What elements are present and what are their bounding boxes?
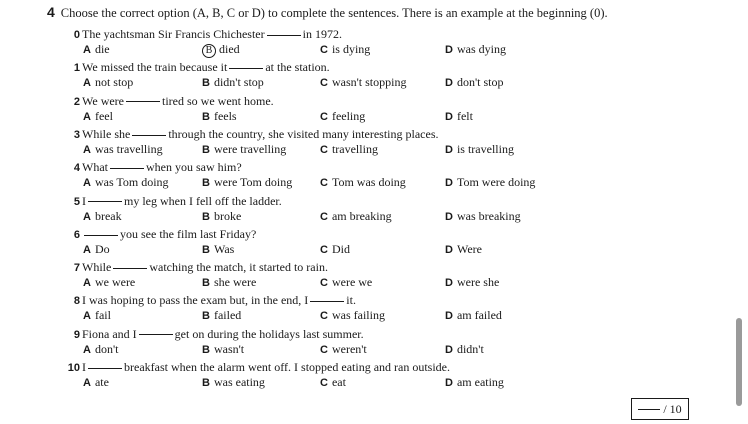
question-text-start: What [82,160,108,175]
score-total: / 10 [663,401,682,416]
option-text: Did [331,241,350,256]
option-text: is travelling [456,141,514,156]
option-letter: C [320,210,328,223]
option-letter: D [445,377,453,389]
option-text: felt [456,108,473,123]
question-text-end: it. [346,293,356,308]
question-text-end: when you saw him? [146,160,242,175]
option-text: break [94,208,122,223]
option-letter: B [202,210,210,223]
option-text: am eating [456,375,504,389]
option-text: travelling [331,141,378,156]
option-c[interactable] [320,175,406,190]
option-b[interactable] [202,275,256,290]
option-letter: C [320,143,328,156]
option-text: is dying [331,42,371,56]
option-text: die [94,42,110,56]
option-text: don't stop [456,75,504,90]
option-b[interactable] [202,75,264,90]
option-text: was eating [213,375,265,389]
option-b[interactable] [202,342,244,357]
option-b[interactable] [202,109,237,124]
question-1 [60,60,330,75]
option-a[interactable] [83,42,110,57]
option-a[interactable] [83,109,113,124]
option-b[interactable] [202,175,292,190]
option-letter: D [445,44,453,56]
option-letter: C [320,243,328,256]
question-number: 6 [73,228,80,241]
option-b[interactable] [202,209,241,224]
option-d[interactable] [445,175,535,190]
option-letter: C [320,343,328,356]
option-text: feels [213,108,237,123]
option-text: Do [94,241,110,256]
option-a[interactable] [83,175,169,190]
question-text-start: I was hoping to pass the exam but, in the end, I [82,293,309,308]
option-text: don't [94,341,119,356]
option-text: she were [213,275,257,290]
option-text: died [219,42,240,56]
question-text-start: We missed the train because it [82,60,228,75]
option-text: was travelling [94,141,163,156]
option-a[interactable] [83,308,111,323]
question-text-end: at the station. [265,60,330,75]
option-letter: D [445,210,453,223]
option-text: feel [94,108,113,123]
option-letter: D [445,177,453,190]
option-c[interactable] [320,342,367,357]
question-text-end: in 1972. [302,27,342,41]
option-b[interactable] [202,242,234,257]
option-text: we were [94,275,136,290]
option-letter: A [83,44,91,56]
question-2 [60,94,274,109]
option-letter: A [83,310,91,323]
option-letter: D [445,110,453,123]
option-text: weren't [331,341,367,356]
option-letter: A [83,177,91,190]
question-number: 4 [73,162,80,175]
option-letter: C [320,77,328,90]
option-c[interactable] [320,275,372,290]
option-letter: C [320,277,328,290]
option-a[interactable] [83,75,133,90]
option-text: was dying [456,42,506,56]
option-text: were Tom doing [213,175,293,190]
option-text: failed [213,308,242,323]
option-letter: B [202,277,210,290]
answer-blank [113,268,147,269]
option-text: were we [331,275,373,290]
option-d[interactable] [445,375,504,390]
question-number: 8 [73,295,80,308]
option-text: Tom were doing [456,175,536,190]
question-8 [60,293,356,308]
question-text-end: my leg when I fell off the ladder. [124,193,282,208]
option-letter: A [83,277,91,290]
score-box [631,398,689,420]
option-text: was breaking [456,208,521,223]
option-c[interactable] [320,142,378,157]
option-a[interactable] [83,242,110,257]
option-c[interactable] [320,109,365,124]
option-a[interactable] [83,375,109,390]
question-text-start: Fiona and I [82,326,137,341]
option-c[interactable] [320,75,406,90]
question-text-start: The yachtsman Sir Francis Chichester [82,27,265,41]
answer-blank [132,135,166,136]
question-text-end: breakfast when the alarm went off. I stopped eating and ran outside. [124,360,451,374]
question-4 [60,160,242,175]
option-text: fail [94,308,111,323]
question-number: 1 [73,62,80,75]
option-d[interactable] [445,209,521,224]
option-d[interactable] [445,42,506,57]
option-text: were she [456,275,500,290]
question-number: 9 [73,328,80,341]
question-5 [60,194,282,209]
option-c[interactable] [320,209,392,224]
option-d[interactable] [445,275,499,290]
option-letter: B [202,143,210,156]
option-text: was Tom doing [94,175,169,190]
option-text: Was [213,241,235,256]
question-number: 0 [73,29,80,41]
option-c[interactable] [320,375,346,390]
question-text-start: I [82,193,86,208]
answer-blank [84,235,118,236]
answer-blank [310,301,344,302]
option-text: am failed [456,308,502,323]
option-letter: A [83,243,91,256]
option-letter: B [202,243,210,256]
option-d[interactable] [445,109,473,124]
question-3 [60,127,439,142]
task-number: 4 [47,4,55,20]
option-letter: B [202,110,210,123]
question-number: 7 [73,262,80,275]
question-9 [60,327,364,342]
answer-blank [88,201,122,202]
option-letter: C [320,44,328,56]
answer-blank [126,101,160,102]
question-text-start: While [82,260,112,275]
option-letter: A [83,343,91,356]
option-letter: D [445,310,453,323]
answer-blank [88,368,122,369]
task-instruction [47,4,608,21]
option-letter: B [202,77,210,90]
question-text-end: you see the film last Friday? [120,226,257,241]
option-letter: B [202,377,210,389]
score-blank [638,409,660,410]
option-b[interactable] [202,42,240,58]
option-text: ate [94,375,109,389]
vertical-scrollbar[interactable] [736,318,742,406]
answer-blank [110,168,144,169]
circled-option-letter: B [202,44,216,58]
option-c[interactable] [320,242,350,257]
option-d[interactable] [445,242,482,257]
option-d[interactable] [445,342,484,357]
answer-blank [139,334,173,335]
option-text: was failing [331,308,385,323]
question-number: 5 [73,195,80,208]
question-10 [60,360,450,375]
question-6 [60,227,256,242]
option-letter: D [445,77,453,90]
option-text: didn't [456,341,484,356]
option-text: feeling [331,108,366,123]
question-7 [60,260,328,275]
option-text: wasn't [213,341,245,356]
option-b[interactable] [202,142,286,157]
option-text: eat [331,375,346,389]
option-a[interactable] [83,142,163,157]
option-letter: C [320,177,328,190]
option-letter: C [320,310,328,323]
question-text-end: watching the match, it started to rain. [149,260,328,275]
option-text: am breaking [331,208,392,223]
question-text-start: We were [82,93,125,108]
question-text-end: through the country, she visited many interesting places. [168,126,439,141]
option-c[interactable] [320,42,370,57]
option-a[interactable] [83,342,118,357]
option-letter: B [202,310,210,323]
option-a[interactable] [83,209,122,224]
answer-blank [229,68,263,69]
question-number: 10 [67,362,80,374]
option-b[interactable] [202,375,265,390]
question-text-start: I [82,360,86,374]
option-d[interactable] [445,308,502,323]
option-text: were travelling [213,141,287,156]
question-text-end: get on during the holidays last summer. [174,326,364,341]
task-instruction-text: Choose the correct option (A, B, C or D) to complete the sentences. There is an example at the beginning (0). [60,6,608,20]
option-a[interactable] [83,275,135,290]
question-text-start: While she [82,126,131,141]
option-letter: A [83,143,91,156]
option-letter: D [445,243,453,256]
option-letter: A [83,377,91,389]
option-b[interactable] [202,308,241,323]
question-text-end: tired so we went home. [162,93,274,108]
question-0 [60,27,342,42]
option-letter: B [202,177,210,190]
option-letter: D [445,343,453,356]
option-c[interactable] [320,308,385,323]
option-text: didn't stop [213,75,264,90]
question-number: 2 [73,95,80,108]
option-text: wasn't stopping [331,75,407,90]
option-letter: D [445,277,453,290]
answer-blank [267,35,301,36]
option-text: Were [456,241,482,256]
option-letter: A [83,77,91,90]
question-number: 3 [73,128,80,141]
option-text: broke [213,208,242,223]
option-d[interactable] [445,142,514,157]
option-text: Tom was doing [331,175,406,190]
option-letter: C [320,110,328,123]
option-text: not stop [94,75,134,90]
option-letter: C [320,377,328,389]
option-letter: A [83,210,91,223]
option-letter: B [202,343,210,356]
option-letter: A [83,110,91,123]
option-d[interactable] [445,75,503,90]
option-letter: D [445,143,453,156]
